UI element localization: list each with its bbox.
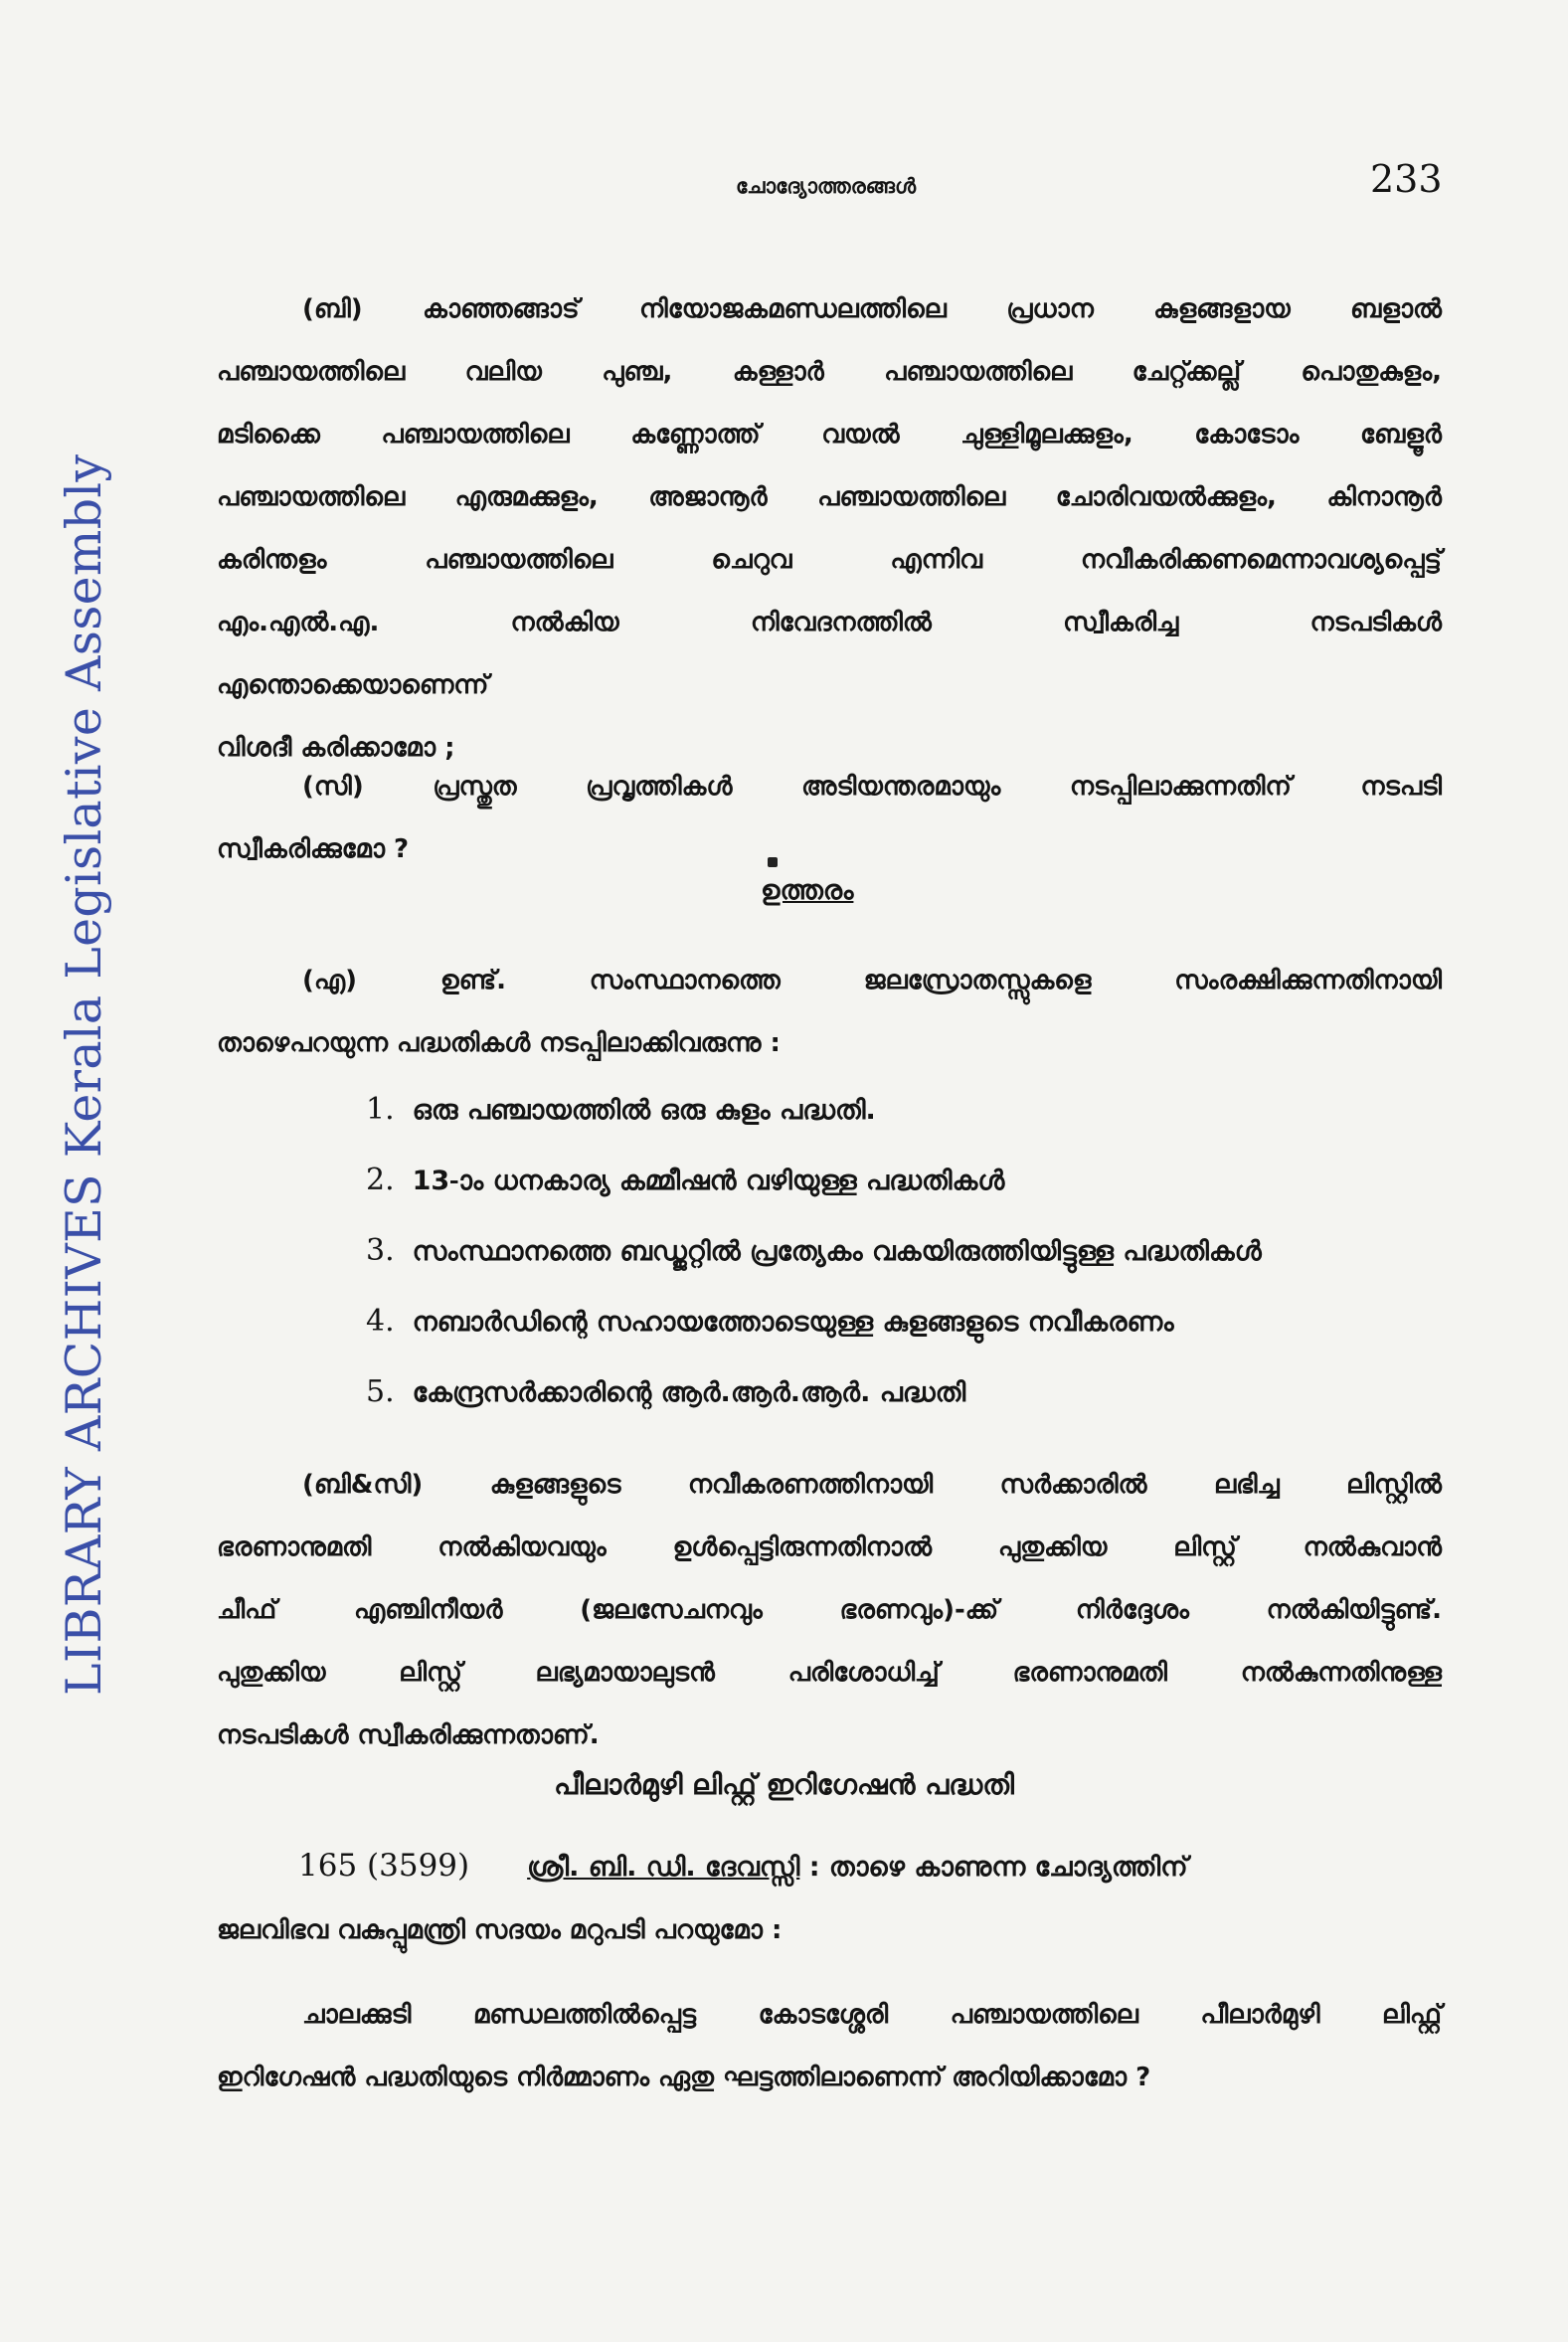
- list-number: 2.: [366, 1163, 395, 1197]
- text-line: ജലവിഭവ വകുപ്പുമന്ത്രി സദയം മറുപടി പറയുമോ :: [217, 1915, 783, 1945]
- text-line: നടപടികൾ സ്വീകരിക്കുന്നതാണ്.: [217, 1720, 600, 1750]
- list-text: സംസ്ഥാനത്തെ ബഡ്ജറ്റിൽ പ്രത്യേകം വകയിരുത്തിയിട്ടുള്ള പദ്ധതികൾ: [412, 1236, 1262, 1267]
- text-line: പഞ്ചായത്തിലെ വലിയ പുഞ്ച, കള്ളാർ പഞ്ചായത്തിലെ ചേറ്റ്ക്കല്ല് പൊതുകുളം,: [217, 357, 1442, 387]
- text-line: (ബി) കാഞ്ഞങ്ങാട് നിയോജകമണ്ഡലത്തിലെ പ്രധാന കുളങ്ങളായ ബളാൽ: [302, 294, 1442, 324]
- text-line: (സി) പ്രസ്തുത പ്രവൃത്തികൾ അടിയന്തരമായും നടപ്പിലാക്കുന്നതിന് നടപടി: [302, 772, 1442, 802]
- text-line: മടിക്കൈ പഞ്ചായത്തിലെ കണ്ണോത്ത് വയൽ ചുള്ളിമൂലക്കുളം, കോടോം ബേളൂർ: [217, 420, 1442, 450]
- answer-heading: ഉത്തരം: [761, 875, 854, 906]
- answer-a: [217, 950, 1442, 1075]
- text-line: (ബി&സി) കുളങ്ങളുടെ നവീകരണത്തിനായി സർക്കാരിൽ ലഭിച്ച ലിസ്റ്റിൽ: [302, 1470, 1442, 1500]
- text-line: സ്വീകരിക്കുമോ ?: [217, 834, 410, 864]
- list-number: 5.: [366, 1374, 395, 1409]
- page-number: 233: [1370, 157, 1443, 201]
- text-line: പുതുക്കിയ ലിസ്റ്റ് ലഭ്യമായാലുടൻ പരിശോധിച്ച് ഭരണാനുമതി നൽകുന്നതിനുള്ള: [217, 1658, 1442, 1688]
- text-line: വിശദീ കരിക്കാമോ ;: [217, 733, 455, 763]
- list-item: [366, 1074, 1262, 1145]
- list-number: 1.: [366, 1092, 395, 1127]
- text-line: എം.എൽ.എ. നൽകിയ നിവേദനത്തിൽ സ്വീകരിച്ച നടപടികൾ: [217, 608, 1442, 637]
- list-text: 13-ാം ധനകാര്യ കമ്മീഷൻ വഴിയുള്ള പദ്ധതികൾ: [412, 1166, 1005, 1196]
- text-line: കരിന്തളം പഞ്ചായത്തിലെ ചെറുവ എന്നിവ നവീകരിക്കണമെന്നാവശ്യപ്പെട്ട്: [217, 545, 1442, 575]
- text-line: ചാലക്കുടി മണ്ഡലത്തിൽപ്പെട്ട കോടശ്ശേരി പഞ്ചായത്തിലെ പീലാർമുഴി ലിഫ്റ്റ്: [302, 2000, 1442, 2030]
- scheme-list: [366, 1074, 1262, 1427]
- running-head: ചോദ്യോത്തരങ്ങൾ: [736, 174, 917, 198]
- text-line: ഇറിഗേഷൻ പദ്ധതിയുടെ നിർമ്മാണം ഏതു ഘട്ടത്തിലാണെന്ന് അറിയിക്കാമോ ?: [217, 2063, 1151, 2092]
- list-text: ഒരു പഞ്ചായത്തിൽ ഒരു കുളം പദ്ധതി.: [412, 1095, 876, 1126]
- question-165-line2: [217, 1899, 1442, 1962]
- question-number: 165 (3599): [298, 1848, 470, 1884]
- question-165-body: [217, 1984, 1442, 2109]
- text-line: ഭരണാനുമതി നൽകിയവയും ഉൾപ്പെട്ടിരുന്നതിനാൽ പുതുക്കിയ ലിസ്റ്റ് നൽകുവാൻ: [217, 1532, 1442, 1562]
- text-line: താഴെപറയുന്ന പദ്ധതികൾ നടപ്പിലാക്കിവരുന്നു :: [217, 1028, 781, 1058]
- list-item: [366, 1215, 1262, 1286]
- section-heading: പീലാർമുഴി ലിഫ്റ്റ് ഇറിഗേഷൻ പദ്ധതി: [554, 1768, 1014, 1801]
- text-line: എന്തൊക്കെയാണെന്ന്: [217, 670, 489, 700]
- list-number: 3.: [366, 1233, 395, 1268]
- list-item: [366, 1145, 1262, 1215]
- list-item: [366, 1286, 1262, 1356]
- question-intro: : താഴെ കാണുന്ന ചോദ്യത്തിന്: [808, 1852, 1188, 1883]
- text-line: ചീഫ് എഞ്ചിനീയർ (ജലസേചനവും ഭരണവും)-ക്ക് നിർദ്ദേശം നൽകിയിട്ടുണ്ട്.: [217, 1595, 1442, 1625]
- list-item: [366, 1356, 1262, 1427]
- question-b: [217, 278, 1442, 780]
- list-text: നബാർഡിന്റെ സഹായത്തോടെയുള്ള കുളങ്ങളുടെ നവീകരണം: [412, 1307, 1174, 1338]
- text-line: പഞ്ചായത്തിലെ എരുമക്കുളം, അജാനൂർ പഞ്ചായത്തിലെ ചോരിവയൽക്കുളം, കിനാനൂർ: [217, 482, 1442, 512]
- answer-bc: [217, 1454, 1442, 1767]
- archive-watermark: LIBRARY ARCHIVES Kerala Legislative Assembly: [56, 453, 112, 1696]
- member-name: ശ്രീ. ബി. ഡി. ദേവസ്സി: [527, 1852, 800, 1883]
- list-number: 4.: [366, 1304, 395, 1339]
- text-line: (എ) ഉണ്ട്. സംസ്ഥാനത്തെ ജലസ്രോതസ്സുകളെ സംരക്ഷിക്കുന്നതിനായി: [302, 966, 1442, 995]
- list-text: കേന്ദ്രസർക്കാരിന്റെ ആർ.ആർ.ആർ. പദ്ധതി: [412, 1377, 966, 1408]
- print-speck: [768, 857, 778, 867]
- question-165-header: [298, 1848, 1442, 1884]
- question-c: [217, 756, 1442, 881]
